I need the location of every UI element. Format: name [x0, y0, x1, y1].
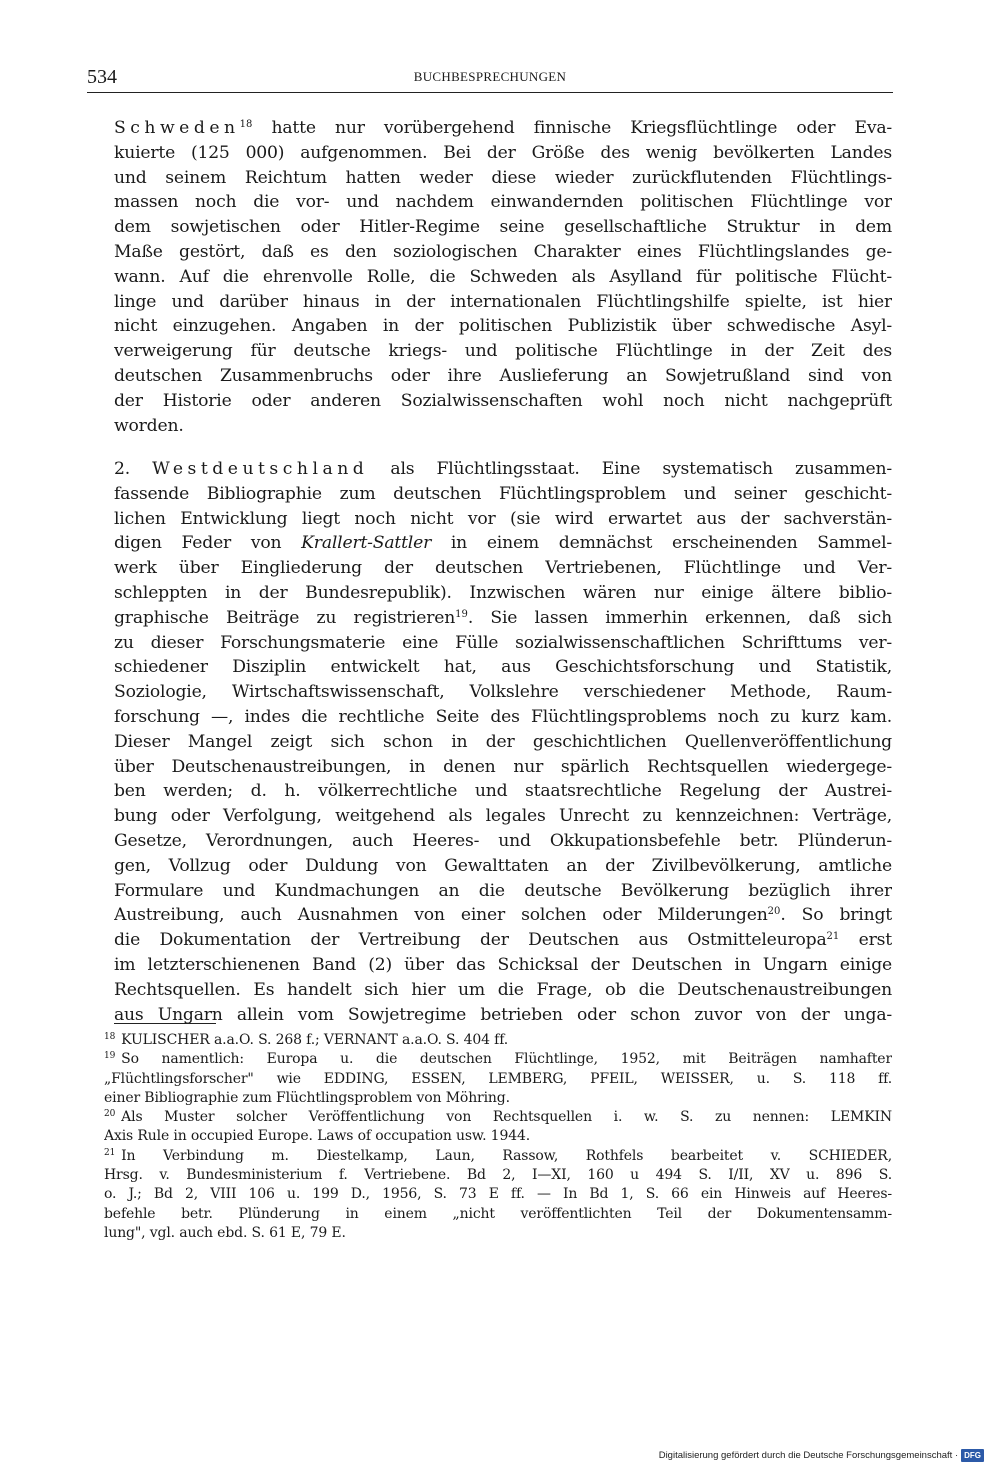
- footnote-mark: 19: [104, 1051, 116, 1062]
- text-line: dem sowjetischen oder Hitler-Regime seine gesellschaftliche Struktur in dem: [114, 217, 892, 238]
- text-line: Dieser Mangel zeigt sich schon in der geschichtlichen Quellenveröffentlichung: [114, 731, 892, 752]
- text-line: Formulare und Kundmachungen an die deutsche Bevölkerung bezüglich ihrer: [114, 880, 892, 901]
- paragraph-schweden: [114, 116, 892, 438]
- footnotes: [104, 1031, 892, 1243]
- text-line: Austreibung, auch Ausnahmen von einer solchen oder Milderungen$^{20}$. So bringt: [114, 905, 892, 926]
- footnote-ref[interactable]: 20: [767, 906, 781, 918]
- footnote-line: einer Bibliographie zum Flüchtlingsproblem von Möhring.: [104, 1089, 510, 1106]
- text-line: 2. Westdeutschland als Flüchtlingsstaat. Eine systematisch zusammen-: [114, 459, 892, 479]
- text-line: digen Feder von Krallert-Sattler in einem demnächst erscheinenden Sammel-: [114, 533, 892, 554]
- text-line: lichen Entwicklung liegt noch nicht vor (sie wird erwartet aus der sachverstän-: [114, 508, 892, 529]
- footnote-line: befehle betr. Plünderung in einem „nicht veröffentlichten Teil der Dokumentensamm-: [104, 1205, 892, 1222]
- text-line: Soziologie, Wirtschaftswissenschaft, Volkslehre verschiedener Methode, Raum-: [114, 682, 892, 703]
- footnote-ref[interactable]: 18: [239, 119, 253, 130]
- text-line: Maße gestört, daß es den soziologischen Charakter eines Flüchtlingslandes ge-: [114, 241, 892, 262]
- text-line: Gesetze, Verordnungen, auch Heeres- und Okkupationsbefehle betr. Plünderun-: [114, 830, 892, 851]
- spaced-lead-word: Westdeutschland: [152, 459, 369, 479]
- footnote-line: „Flüchtlingsforscher" wie EDDING, ESSEN, LEMBERG, PFEIL, WEISSER, u. S. 118 ff.: [104, 1070, 892, 1087]
- text-line: schleppten in der Bundesrepublik). Inzwischen wären nur einige ältere biblio-: [114, 582, 892, 603]
- footnote-line: Axis Rule in occupied Europe. Laws of occupation usw. 1944.: [104, 1128, 531, 1145]
- paragraph-westdeutschland: [114, 457, 892, 1027]
- footnote-mark: 20: [104, 1109, 116, 1120]
- text-line: wann. Auf die ehrenvolle Rolle, die Schweden als Asylland für politische Flücht-: [114, 266, 892, 287]
- text-line: werk über Eingliederung der deutschen Vertriebenen, Flüchtlinge und Ver-: [114, 558, 892, 579]
- text-line: zu dieser Forschungsmaterie eine Fülle sozialwissenschaftlichen Schrifttums ver-: [114, 632, 892, 653]
- text-line: graphische Beiträge zu registrieren$^{19}$. Sie lassen immerhin erkennen, daß sich: [114, 607, 892, 628]
- text-line: der Historie oder anderen Sozialwissenschaften wohl noch nicht nachgeprüft: [114, 390, 892, 411]
- spaced-lead-word: Schweden: [114, 118, 240, 138]
- footnote-line: lung", vgl. auch ebd. S. 61 E, 79 E.: [104, 1224, 346, 1241]
- text-line: linge und darüber hinaus in der internationalen Flüchtlingshilfe spielte, ist hier: [114, 291, 892, 312]
- text-line: die Dokumentation der Vertreibung der Deutschen aus Ostmitteleuropa$^{21}$ erst: [114, 930, 892, 951]
- text-line: und seinem Reichtum hatten weder diese wieder zurückflutenden Flüchtlings-: [114, 167, 892, 188]
- dfg-logo-icon[interactable]: DFG: [961, 1449, 984, 1462]
- text-line: bung oder Verfolgung, weitgehend als legales Unrecht zu kennzeichnen: Verträge,: [114, 806, 892, 827]
- text-line: verweigerung für deutsche kriegs- und politische Flüchtlinge in der Zeit des: [114, 341, 892, 362]
- author-name: Krallert-Sattler: [301, 533, 432, 554]
- running-head: BUCHBESPRECHUNGEN: [413, 69, 567, 84]
- text-line: nicht einzugehen. Angaben in der politischen Publizistik über schwedische Asyl-: [114, 316, 892, 337]
- footnote-ref[interactable]: 19: [455, 608, 468, 620]
- footnote-divider: [114, 1023, 216, 1024]
- footnote-line: o. J.; Bd 2, VIII 106 u. 199 D., 1956, S. 73 E ff. — In Bd 1, S. 66 ein Hinweis auf Heeres-: [104, 1186, 892, 1203]
- text-line: über Deutschenaustreibungen, in denen nur spärlich Rechtsquellen wiedergege-: [114, 756, 892, 777]
- footnote-line: $^{20}$ Als Muster solcher Veröffentlichung von Rechtsquellen i. w. S. zu nennen: LEMKIN: [104, 1109, 892, 1126]
- text-line: gen, Vollzug oder Duldung von Gewalttaten an der Zivilbevölkerung, amtliche: [114, 855, 892, 876]
- digitization-footer: [659, 1449, 984, 1462]
- text-line: im letzterschienenen Band (2) über das Schicksal der Deutschen in Ungarn einige: [114, 954, 892, 975]
- text-line: massen noch die vor- und nachdem einwandernden politischen Flüchtlinge vor: [114, 192, 892, 213]
- text-line: ben werden; d. h. völkerrechtliche und staatsrechtliche Regelung der Austrei-: [114, 781, 892, 802]
- page-header: [87, 66, 893, 93]
- text-line: Schweden$^{18}$ hatte nur vorübergehend finnische Kriegsflüchtlinge oder Eva-: [114, 118, 892, 138]
- text-line: schiedener Disziplin entwickelt hat, aus Geschichtsforschung und Statistik,: [114, 657, 892, 678]
- text-line: kuierte (125 000) aufgenommen. Bei der Größe des wenig bevölkerten Landes: [114, 142, 892, 163]
- text-line: aus Ungarn allein vom Sowjetregime betrieben oder schon zuvor von der unga-: [114, 1004, 892, 1025]
- footnote-line: $^{18}$ KULISCHER a.a.O. S. 268 f.; VERNANT a.a.O. S. 404 ff.: [104, 1032, 509, 1048]
- text-line: fassende Bibliographie zum deutschen Flüchtlingsproblem und seiner geschicht-: [114, 483, 892, 504]
- footnote-line: $^{21}$ In Verbindung m. Diestelkamp, Laun, Rassow, Rothfels bearbeitet v. SCHIEDER,: [104, 1147, 892, 1164]
- text-line: Rechtsquellen. Es handelt sich hier um die Frage, ob die Deutschenaustreibungen: [114, 979, 892, 1000]
- text-line: deutschen Zusammenbruchs oder ihre Auslieferung an Sowjetrußland sind von: [114, 365, 892, 386]
- footnote-mark: 21: [104, 1147, 116, 1158]
- footer-credit: Digitalisierung gefördert durch die Deutsche Forschungsgemeinschaft ·: [658, 1450, 959, 1461]
- footnote-mark: 18: [104, 1032, 116, 1042]
- text-line: forschung —, indes die rechtliche Seite des Flüchtlingsproblems noch zu kurz kam.: [114, 706, 892, 727]
- page-number: 534: [87, 66, 117, 88]
- footnote-line: $^{19}$ So namentlich: Europa u. die deutschen Flüchtlinge, 1952, mit Beiträgen namhafter: [104, 1051, 892, 1068]
- footnote-ref[interactable]: 21: [826, 931, 840, 943]
- text-line: worden.: [114, 415, 184, 436]
- footnote-line: Hrsg. v. Bundesministerium f. Vertriebene. Bd 2, I—XI, 160 u 494 S. I/II, XV u. 896 S.: [104, 1167, 892, 1184]
